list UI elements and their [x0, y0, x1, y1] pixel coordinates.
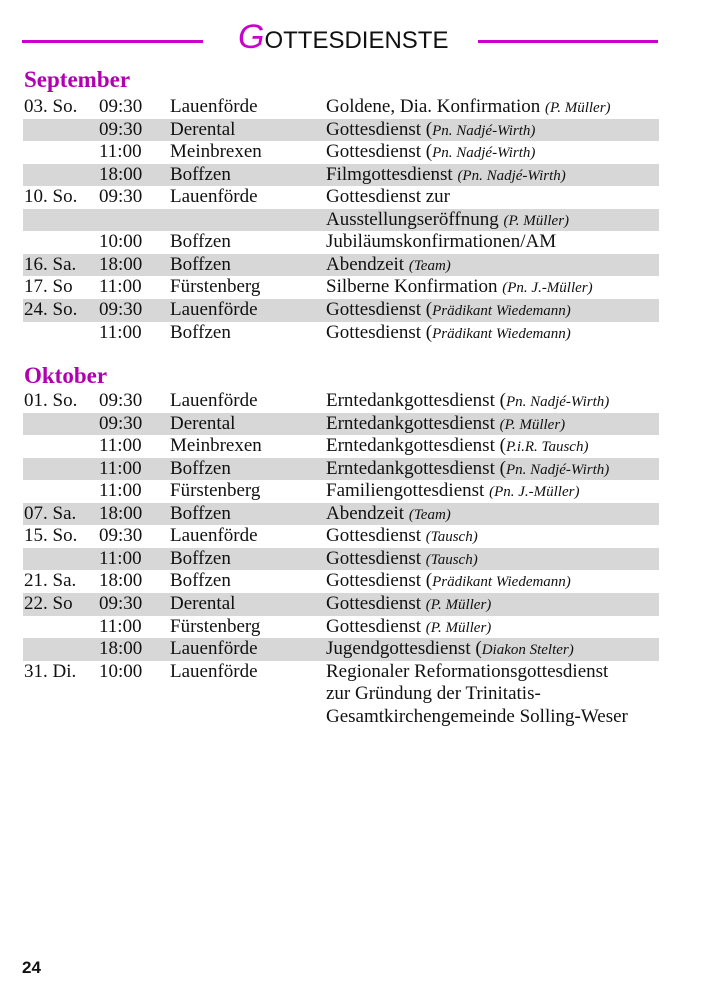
time-cell: 10:00	[99, 231, 143, 253]
place-cell: Boffzen	[170, 321, 231, 343]
schedule-row	[23, 616, 659, 639]
event-cell	[326, 390, 609, 414]
date-cell: 01. So.	[24, 390, 78, 411]
time-cell: 11:00	[99, 141, 142, 163]
schedule-row	[23, 706, 659, 729]
time-cell: 18:00	[99, 570, 143, 592]
time-cell: 11:00	[99, 321, 142, 343]
officiant: Pn. Nadjé-Wirth)	[432, 122, 536, 139]
event-title: Gottesdienst (	[326, 321, 433, 343]
place-cell: Derental	[170, 592, 236, 614]
event-title: Erntedankgottesdienst (	[326, 457, 506, 479]
event-title: Erntedankgottesdienst (	[326, 435, 506, 457]
date-cell: 15. So.	[24, 525, 78, 547]
event-cell	[326, 683, 541, 707]
page-header	[0, 18, 709, 58]
time-cell: 11:00	[99, 276, 142, 298]
event-title: Filmgottesdienst	[326, 163, 458, 185]
schedule-row	[23, 661, 659, 684]
event-cell	[326, 503, 451, 527]
place-cell: Boffzen	[170, 163, 231, 185]
event-title: zur Gründung der Trinitatis-	[326, 683, 541, 705]
event-cell	[326, 706, 628, 730]
header-rule-left	[22, 40, 203, 43]
officiant: (Pn. Nadjé-Wirth)	[457, 167, 566, 184]
place-cell: Boffzen	[170, 253, 231, 275]
event-cell	[326, 322, 571, 346]
title-rest: OTTESDIENSTE	[264, 27, 449, 54]
date-cell: 03. So.	[24, 96, 78, 117]
page-number: 24	[22, 958, 41, 977]
place-cell: Lauenförde	[170, 298, 258, 320]
date-cell: 16. Sa.	[24, 253, 77, 275]
place-cell: Lauenförde	[170, 660, 258, 682]
officiant: (P. Müller)	[425, 596, 492, 613]
event-title: Erntedankgottesdienst (	[326, 390, 506, 411]
date-cell: 21. Sa.	[24, 570, 77, 592]
time-cell: 09:30	[99, 298, 143, 320]
event-title: Goldene, Dia. Konfirmation	[326, 96, 545, 117]
time-cell: 11:00	[99, 480, 142, 502]
time-cell: 10:00	[99, 660, 143, 682]
event-title: Gottesdienst	[326, 615, 426, 637]
schedule-row	[23, 276, 659, 299]
officiant: (Tausch)	[425, 551, 478, 568]
month-heading-oktober: Oktober	[24, 363, 108, 388]
place-cell: Derental	[170, 118, 236, 140]
event-cell	[326, 458, 609, 482]
schedule-row	[23, 299, 659, 322]
event-cell	[326, 593, 491, 617]
officiant: Pn. Nadjé-Wirth)	[432, 145, 536, 162]
event-cell	[326, 141, 535, 165]
event-title: Gottesdienst zur	[326, 186, 451, 208]
officiant: (Pn. J.-Müller)	[489, 484, 580, 501]
event-cell	[326, 164, 566, 188]
place-cell: Fürstenberg	[170, 615, 261, 637]
event-title: Ausstellungseröffnung	[326, 208, 504, 230]
event-title: Erntedankgottesdienst	[326, 412, 500, 434]
officiant: Pn. Nadjé-Wirth)	[505, 461, 610, 478]
officiant: Diakon Stelter)	[481, 642, 574, 659]
time-cell: 11:00	[99, 457, 142, 479]
place-cell: Fürstenberg	[170, 480, 261, 502]
time-cell: 09:30	[99, 592, 143, 614]
event-title: Gottesdienst (	[326, 118, 433, 140]
officiant: Prädikant Wiedemann)	[432, 574, 571, 591]
event-cell	[326, 548, 478, 572]
event-title: Abendzeit	[326, 502, 409, 524]
event-title: Gottesdienst	[326, 525, 426, 547]
time-cell: 11:00	[99, 615, 142, 637]
schedule-row	[23, 503, 659, 526]
time-cell: 09:30	[99, 390, 143, 411]
event-cell	[326, 96, 611, 120]
event-title: Jugendgottesdienst (	[326, 638, 482, 660]
schedule-row	[23, 458, 659, 481]
schedule-row	[23, 254, 659, 277]
time-cell: 18:00	[99, 163, 143, 185]
event-cell	[326, 254, 451, 278]
event-title: Familiengottesdienst	[326, 480, 490, 502]
time-cell: 09:30	[99, 118, 143, 140]
date-cell: 07. Sa.	[24, 502, 77, 524]
event-cell	[326, 570, 571, 594]
event-cell	[326, 276, 593, 300]
event-cell	[326, 661, 608, 685]
schedule-row	[23, 322, 659, 345]
event-title: Gottesdienst	[326, 547, 426, 569]
place-cell: Boffzen	[170, 547, 231, 569]
place-cell: Boffzen	[170, 231, 231, 253]
event-cell	[326, 616, 491, 640]
schedule-row	[23, 186, 659, 209]
time-cell: 18:00	[99, 253, 143, 275]
schedule-row	[23, 164, 659, 187]
time-cell: 11:00	[99, 547, 142, 569]
date-cell: 17. So	[24, 276, 73, 298]
title-initial: G	[238, 18, 265, 56]
time-cell: 09:30	[99, 96, 143, 117]
event-title: Jubiläumskonfirmationen/AM	[326, 231, 557, 253]
event-title: Gesamtkirchengemeinde Solling-Weser	[326, 705, 628, 727]
schedule-row	[23, 570, 659, 593]
officiant: (P. Müller)	[425, 619, 492, 636]
event-cell	[326, 186, 450, 210]
place-cell: Lauenförde	[170, 525, 258, 547]
event-cell	[326, 299, 571, 323]
place-cell: Meinbrexen	[170, 435, 262, 457]
place-cell: Boffzen	[170, 502, 231, 524]
officiant: Prädikant Wiedemann)	[432, 325, 571, 342]
event-cell	[326, 119, 535, 143]
month-heading-september: September	[24, 67, 131, 92]
place-cell: Boffzen	[170, 457, 231, 479]
date-cell: 24. So.	[24, 298, 78, 320]
event-title: Abendzeit	[326, 253, 409, 275]
event-cell	[326, 209, 569, 233]
officiant: Prädikant Wiedemann)	[432, 302, 571, 319]
event-title: Gottesdienst (	[326, 570, 433, 592]
place-cell: Lauenförde	[170, 96, 258, 117]
schedule-row	[23, 593, 659, 616]
schedule-row	[23, 525, 659, 548]
event-cell	[326, 413, 565, 437]
schedule-row	[23, 141, 659, 164]
officiant: (P. Müller)	[503, 212, 570, 229]
event-cell	[326, 525, 478, 549]
event-title: Gottesdienst (	[326, 141, 433, 163]
schedule-row	[23, 209, 659, 232]
event-cell	[326, 231, 556, 255]
officiant: (Tausch)	[425, 529, 478, 546]
place-cell: Lauenförde	[170, 390, 258, 411]
place-cell: Fürstenberg	[170, 276, 261, 298]
time-cell: 09:30	[99, 186, 143, 208]
officiant: (Team)	[408, 506, 451, 523]
event-cell	[326, 435, 588, 459]
schedule-row	[23, 435, 659, 458]
schedule-row	[23, 413, 659, 436]
schedule-row	[23, 638, 659, 661]
time-cell: 09:30	[99, 525, 143, 547]
schedule-row	[23, 119, 659, 142]
time-cell: 18:00	[99, 638, 143, 660]
place-cell: Lauenförde	[170, 638, 258, 660]
event-title: Silberne Konfirmation	[326, 276, 503, 298]
schedule-row	[23, 96, 659, 119]
event-title: Gottesdienst	[326, 592, 426, 614]
officiant: P.i.R. Tausch)	[505, 439, 589, 456]
place-cell: Lauenförde	[170, 186, 258, 208]
officiant: (Team)	[408, 257, 451, 274]
event-cell	[326, 480, 579, 504]
officiant: Pn. Nadjé-Wirth)	[505, 394, 610, 410]
page-title	[238, 18, 448, 57]
date-cell: 22. So	[24, 592, 73, 614]
officiant: (P. Müller)	[544, 100, 611, 116]
schedule-row	[23, 480, 659, 503]
schedule-row	[23, 683, 659, 706]
date-cell: 31. Di.	[24, 660, 77, 682]
header-rule-right	[478, 40, 658, 43]
time-cell: 11:00	[99, 435, 142, 457]
time-cell: 09:30	[99, 412, 143, 434]
officiant: (P. Müller)	[499, 416, 566, 433]
schedule-row	[23, 548, 659, 571]
officiant: (Pn. J.-Müller)	[502, 280, 593, 297]
event-title: Regionaler Reformationsgottesdienst	[326, 660, 609, 682]
schedule-row	[23, 390, 659, 413]
place-cell: Boffzen	[170, 570, 231, 592]
place-cell: Meinbrexen	[170, 141, 262, 163]
event-title: Gottesdienst (	[326, 298, 433, 320]
schedule-row	[23, 231, 659, 254]
place-cell: Derental	[170, 412, 236, 434]
time-cell: 18:00	[99, 502, 143, 524]
event-cell	[326, 638, 574, 662]
date-cell: 10. So.	[24, 186, 78, 208]
